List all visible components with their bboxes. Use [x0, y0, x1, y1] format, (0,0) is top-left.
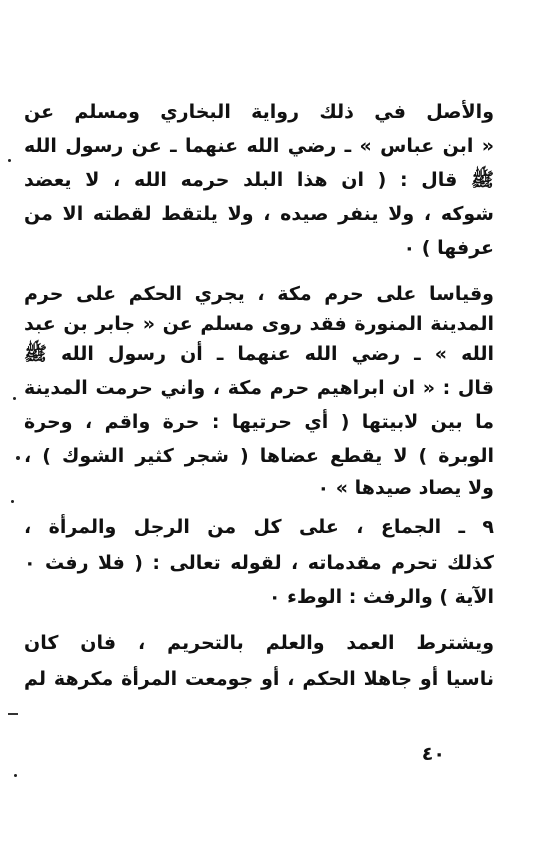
scan-speck: [8, 159, 11, 162]
text-line-11: الوبرة ) لا يقطع عضاها ( شجر كثير الشوك ) ،: [24, 445, 494, 467]
text-line-8: الله » ـ رضي الله عنهما ـ أن رسول الله ﷺ: [24, 343, 494, 365]
text-line-15: الآية ) والرفث : الوطء ٠: [268, 586, 494, 608]
text-line-9: قال : « ان ابراهيم حرم مكة ، واني حرمت المدينة: [24, 377, 494, 399]
text-line-14: كذلك تحرم مقدماته ، لقوله تعالى : ( فلا رفث ٠: [24, 552, 494, 574]
text-line-17: ناسيا أو جاهلا الحكم ، أو جومعت المرأة مكرهة لم: [24, 668, 494, 690]
text-line-10: ما بين لابيتها ( أي حرتيها : حرة واقم ، وحرة: [24, 411, 494, 433]
text-line-3: ﷺ قال : ( ان هذا البلد حرمه الله ، لا يعضد: [24, 169, 494, 191]
text-line-2: « ابن عباس » ـ رضي الله عنهما ـ عن رسول الله: [24, 135, 494, 157]
text-line-6: وقياسا على حرم مكة ، يجري الحكم على حرم: [24, 283, 494, 305]
text-line-7: المدينة المنورة فقد روى مسلم عن « جابر بن عبد: [24, 313, 494, 335]
text-line-16: ويشترط العمد والعلم بالتحريم ، فان كان: [24, 632, 494, 654]
scan-speck: [11, 500, 14, 503]
page-number: ٤٠: [421, 743, 445, 765]
scan-speck: [16, 456, 20, 460]
scan-speck: [13, 397, 16, 400]
scan-speck: [8, 713, 18, 715]
scan-speck: [14, 774, 17, 777]
text-line-13: ٩ ـ الجماع ، على كل من الرجل والمرأة ،: [24, 516, 494, 538]
text-line-5: عرفها ) ٠: [403, 237, 494, 259]
text-line-12: ولا يصاد صيدها » ٠: [317, 477, 494, 499]
text-line-1: والأصل في ذلك رواية البخاري ومسلم عن: [24, 101, 494, 123]
text-line-4: شوكه ، ولا ينفر صيده ، ولا يلتقط لقطته الا من: [24, 203, 494, 225]
